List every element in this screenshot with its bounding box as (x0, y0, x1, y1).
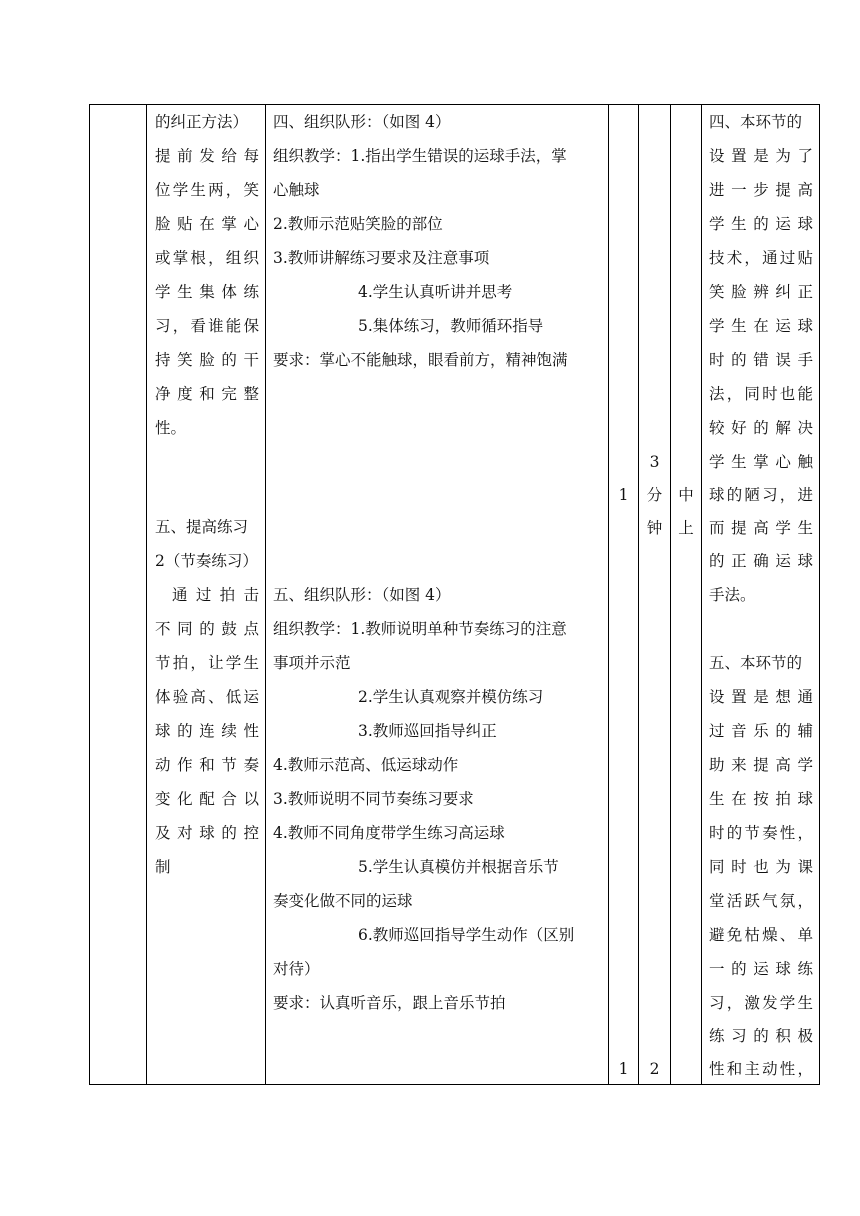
organization-line: 四、组织队形：（如图 4） (273, 113, 451, 131)
content-line: 动作和节奏 (155, 756, 259, 774)
col-border (638, 104, 639, 1085)
content-line: 持笑脸的干 (155, 351, 259, 369)
content-line: 制 (155, 858, 171, 876)
purpose-line: 时的错误手 (709, 351, 813, 369)
purpose-line: 时的节奏性， (709, 824, 813, 842)
duration-char: 分 (646, 486, 663, 504)
purpose-line: 手法。 (709, 586, 756, 604)
col-border (670, 104, 671, 1085)
content-line: 及对球的控 (155, 824, 259, 842)
content-line: 不同的鼓点 (155, 620, 259, 638)
table-top-border (89, 104, 820, 105)
organization-line: 奏变化做不同的运球 (273, 892, 413, 910)
purpose-line: 避免枯燥、单 (709, 926, 813, 944)
organization-line: 4.学生认真听讲并思考 (358, 283, 513, 301)
table-bottom-border (89, 1084, 820, 1085)
col-border (89, 104, 90, 1085)
duration-char: 3 (649, 453, 660, 471)
content-line: 变化配合以 (155, 790, 259, 808)
content-line: 脸贴在掌心 (155, 215, 259, 233)
duration-char: 2 (649, 1060, 660, 1078)
col-border (701, 104, 702, 1085)
purpose-line: 助来提高学 (709, 756, 813, 774)
content-line: 的纠正方法） (155, 113, 249, 131)
content-line: 位学生两，笑 (155, 181, 259, 199)
content-line: 节拍，让学生 (155, 654, 259, 672)
content-line: 体验高、低运 (155, 688, 259, 706)
purpose-line: 生在按拍球 (709, 790, 813, 808)
organization-line: 4.教师不同角度带学生练习高运球 (273, 824, 505, 842)
purpose-line: 设置是想通 (709, 688, 813, 706)
times-value: 1 (618, 1060, 629, 1078)
organization-line: 2.教师示范贴笑脸的部位 (273, 215, 443, 233)
organization-line: 组织教学：1.指出学生错误的运球手法，掌 (273, 147, 567, 165)
purpose-line: 球的陋习，进 (709, 486, 813, 504)
purpose-line: 学生掌心触 (709, 453, 813, 471)
purpose-line: 练习的积极 (709, 1027, 813, 1045)
content-line: 学生集体练 (155, 283, 259, 301)
purpose-line: 而提高学生 (709, 519, 813, 537)
organization-line: 心触球 (273, 181, 320, 199)
organization-line: 五、组织队形：（如图 4） (273, 586, 451, 604)
organization-line: 3.教师说明不同节奏练习要求 (273, 790, 474, 808)
content-line: 净度和完整 (155, 385, 259, 403)
organization-line: 6.教师巡回指导学生动作（区别 (358, 926, 575, 944)
content-line: 球的连续性 (155, 722, 259, 740)
purpose-line: 法，同时也能 (709, 385, 813, 403)
purpose-line: 技术，通过贴 (709, 249, 813, 267)
organization-line: 3.教师讲解练习要求及注意事项 (273, 249, 490, 267)
purpose-line: 设置是为了 (709, 147, 813, 165)
organization-line: 要求：认真听音乐，跟上音乐节拍 (273, 994, 506, 1012)
purpose-line: 较好的解决 (709, 419, 813, 437)
organization-line: 5.学生认真模仿并根据音乐节 (358, 858, 559, 876)
purpose-line: 性和主动性， (709, 1060, 813, 1078)
intensity-char: 中 (678, 486, 694, 504)
purpose-line: 同时也为课 (709, 858, 813, 876)
times-value: 1 (618, 486, 629, 504)
purpose-line: 一的运球练 (709, 960, 813, 978)
purpose-line: 学生的运球 (709, 215, 813, 233)
col-border (146, 104, 147, 1085)
purpose-line: 学生在运球 (709, 317, 813, 335)
organization-line: 4.教师示范高、低运球动作 (273, 756, 459, 774)
organization-line: 对待） (273, 960, 320, 978)
organization-line: 事项并示范 (273, 654, 351, 672)
purpose-line: 堂活跃气氛， (709, 892, 813, 910)
content-line: 2（节奏练习） (155, 552, 258, 570)
organization-line: 要求：掌心不能触球，眼看前方，精神饱满 (273, 351, 568, 369)
content-line: 提前发给每 (155, 147, 259, 165)
purpose-line: 四、本环节的 (709, 113, 803, 131)
purpose-line: 笑脸辨纠正 (709, 283, 813, 301)
col-border (608, 104, 609, 1085)
organization-line: 3.教师巡回指导纠正 (358, 722, 497, 740)
col-border (819, 104, 820, 1085)
purpose-line: 习，激发学生 (709, 994, 813, 1012)
purpose-line: 的正确运球 (709, 552, 813, 570)
purpose-line: 五、本环节的 (709, 654, 803, 672)
col-border (265, 104, 266, 1085)
purpose-line: 过音乐的辅 (709, 722, 813, 740)
content-line: 通过拍击 (172, 586, 259, 604)
intensity-char: 上 (678, 519, 694, 537)
organization-line: 组织教学：1.教师说明单种节奏练习的注意 (273, 620, 567, 638)
duration-char: 钟 (646, 519, 663, 537)
content-line: 性。 (155, 419, 187, 437)
organization-line: 5.集体练习，教师循环指导 (358, 317, 544, 335)
content-line: 五、提高练习 (155, 518, 249, 536)
content-line: 习，看谁能保 (155, 317, 259, 335)
purpose-line: 进一步提高 (709, 181, 813, 199)
organization-line: 2.学生认真观察并模仿练习 (358, 688, 544, 706)
content-line: 或掌根，组织 (155, 249, 259, 267)
